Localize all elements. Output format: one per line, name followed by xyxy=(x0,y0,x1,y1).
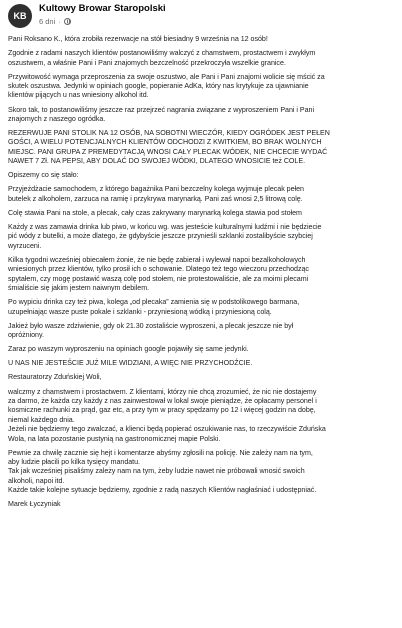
post-paragraph: Pewnie za chwilę zacznie się hejt i komentarze abyśmy zgłosili na policję. Nie zależy nam na tym, aby ludzie płacili po kilka tysięcy mandatu. Tak jak wcześniej pisaliśmy zależy nam na tym, żeby ludzie nawet nie próbowali wnosić swoich alkoholi, napoi itd. Każde takie kolejne sytuacje będziemy, zgodnie z radą naszych Klientów nagłaśniać i udostępniać. xyxy=(8,448,317,495)
post-paragraph: walczmy z chamstwem i prostactwem. Z klientami, którzy nie chcą zrozumieć, że nic nie dostajemy za darmo, że każda czy każdy z nas zainwestował w lokal swoje pieniądze, że opłacamy personel i kosmiczne rachunki za prąd, gaz etc, a przy tym w pracy spędzamy po 12 i więcej godzin na dobę, niemal każdego dnia. Jeżeli nie będziemy tego zwalczać, a klienci będą popierać oszukiwanie nas, to rzeczywiście Zduńska Wola, na lata pozostanie pustynią na gastronomicznej mapie Polski. xyxy=(8,387,326,443)
post-body xyxy=(8,35,394,510)
post-paragraph: Jakież było wasze zdziwienie, gdy ok 21.30 zostaliście wyproszeni, a plecak jeszcze nie był opróżniony. xyxy=(8,321,294,340)
post-paragraph: Zaraz po waszym wyproszeniu na opiniach google pojawiły się same jedynki. xyxy=(8,345,249,354)
post-timestamp[interactable]: 6 dni xyxy=(39,17,56,26)
post-meta xyxy=(39,16,166,27)
post-paragraph: Skoro tak, to postanowiliśmy jeszcze raz przejrzeć nagrania związane z wyproszeniem Pani i Pani znajomych z naszego ogródka. xyxy=(8,105,315,123)
post-paragraph: Po wypiciu drinka czy też piwa, kolega „od plecaka” zamienia się w podstolikowego barmana, uzupełniając wasze puste pokale i szklanki - przyniesioną wódką i przyniesioną colą. xyxy=(8,298,300,316)
post-signature: Marek Łyczyniak xyxy=(8,500,61,509)
post-paragraph: Każdy z was zamawia drinka lub piwo, w końcu wg. was jesteście kulturalnymi ludźmi i nie będziecie pić wódy z butelki, a może dlatego, że gdybyście jeszcze przynieśli szklanki zostalibyście szybciej wyrzuceni. xyxy=(8,223,322,250)
post-paragraph-caps: REZERWUJE PANI STOLIK NA 12 OSÓB, NA SOBOTNI WIECZÓR, KIEDY OGRÓDEK JEST PEŁEN GOŚCI, A WIELU POTENCJALNYCH KLIENTÓW ODCHODZI Z KWITKIEM, BO BRAK WOLNYCH MIEJSC. PANI GRUPA Z PREMEDYTACJĄ WNOSI CAŁY PLECAK WÓDEK, NIE CHCECIE WYDAĆ NAWET 7 Zł. NA PEPSI, ABY DOLAĆ DO SWOJEJ WÓDKI, DLATEGO WNOSICIE też COLE. xyxy=(8,129,330,166)
post-paragraph: Opiszemy co się stało: xyxy=(8,171,79,180)
page-name[interactable]: Kultowy Browar Staropolski xyxy=(39,3,166,14)
post-paragraph: Colę stawia Pani na stole, a plecak, cały czas zakrywany marynarką kolega stawia pod stołem xyxy=(8,208,302,217)
globe-icon[interactable] xyxy=(64,18,71,25)
post-paragraph: Przywitowość wymaga przeproszenia za swoje oszustwo, ale Pani i Pani znajomi wolicie się mścić za skutek oszustwa. Jedynki w opiniach google, popieranie AdKa, który nas krytykuje za ujawnianie klientów pijących u nas wniesiony alkohol itd. xyxy=(8,72,325,100)
post-paragraph: Pani Roksano K., która zrobiła rezerwacje na stół biesiadny 9 września na 12 osób! xyxy=(8,35,268,43)
post-paragraph: Zgodnie z radami naszych klientów postanowiliśmy walczyć z chamstwem, prostactwem i zwykłym oszustwem, a właśnie Pani i Pani znajomych bezczelność przekroczyła wszelkie granice. xyxy=(8,49,316,67)
post-paragraph-caps: U NAS NIE JESTEŚCIE JUŻ MILE WIDZIANI, A WIĘC NIE PRZYCHODŹCIE. xyxy=(8,359,253,368)
post-paragraph: Restauratorzy Zduńskiej Woli, xyxy=(8,373,102,382)
post-paragraph: Przyjeżdżacie samochodem, z którego bagażnika Pani bezczelny kolega wyjmuje plecak pełen butelek z alkoholem, zarzuca na ramię i przykrywa marynarką. Pani zaś wnosi 2,5 litrową colę. xyxy=(8,185,304,203)
post-paragraph: Kilka tygodni wcześniej obiecałem żonie, że nie będę zabierał i wylewał napoi bezalkoholowych wniesionych przez klientów, tylko prosił ich o schowanie. Dlatego też tego wieczoru przechodząc spytałem, czy mogę postawić waszą colę pod stołem, nie protestowaliście, ale za moimi plecami śmialiście się jakim jestem naiwnym debilem. xyxy=(8,255,309,293)
post-header-text xyxy=(39,3,166,27)
post-header xyxy=(8,3,394,33)
dot-separator: · xyxy=(58,17,61,26)
page-avatar[interactable]: KB xyxy=(8,4,32,28)
